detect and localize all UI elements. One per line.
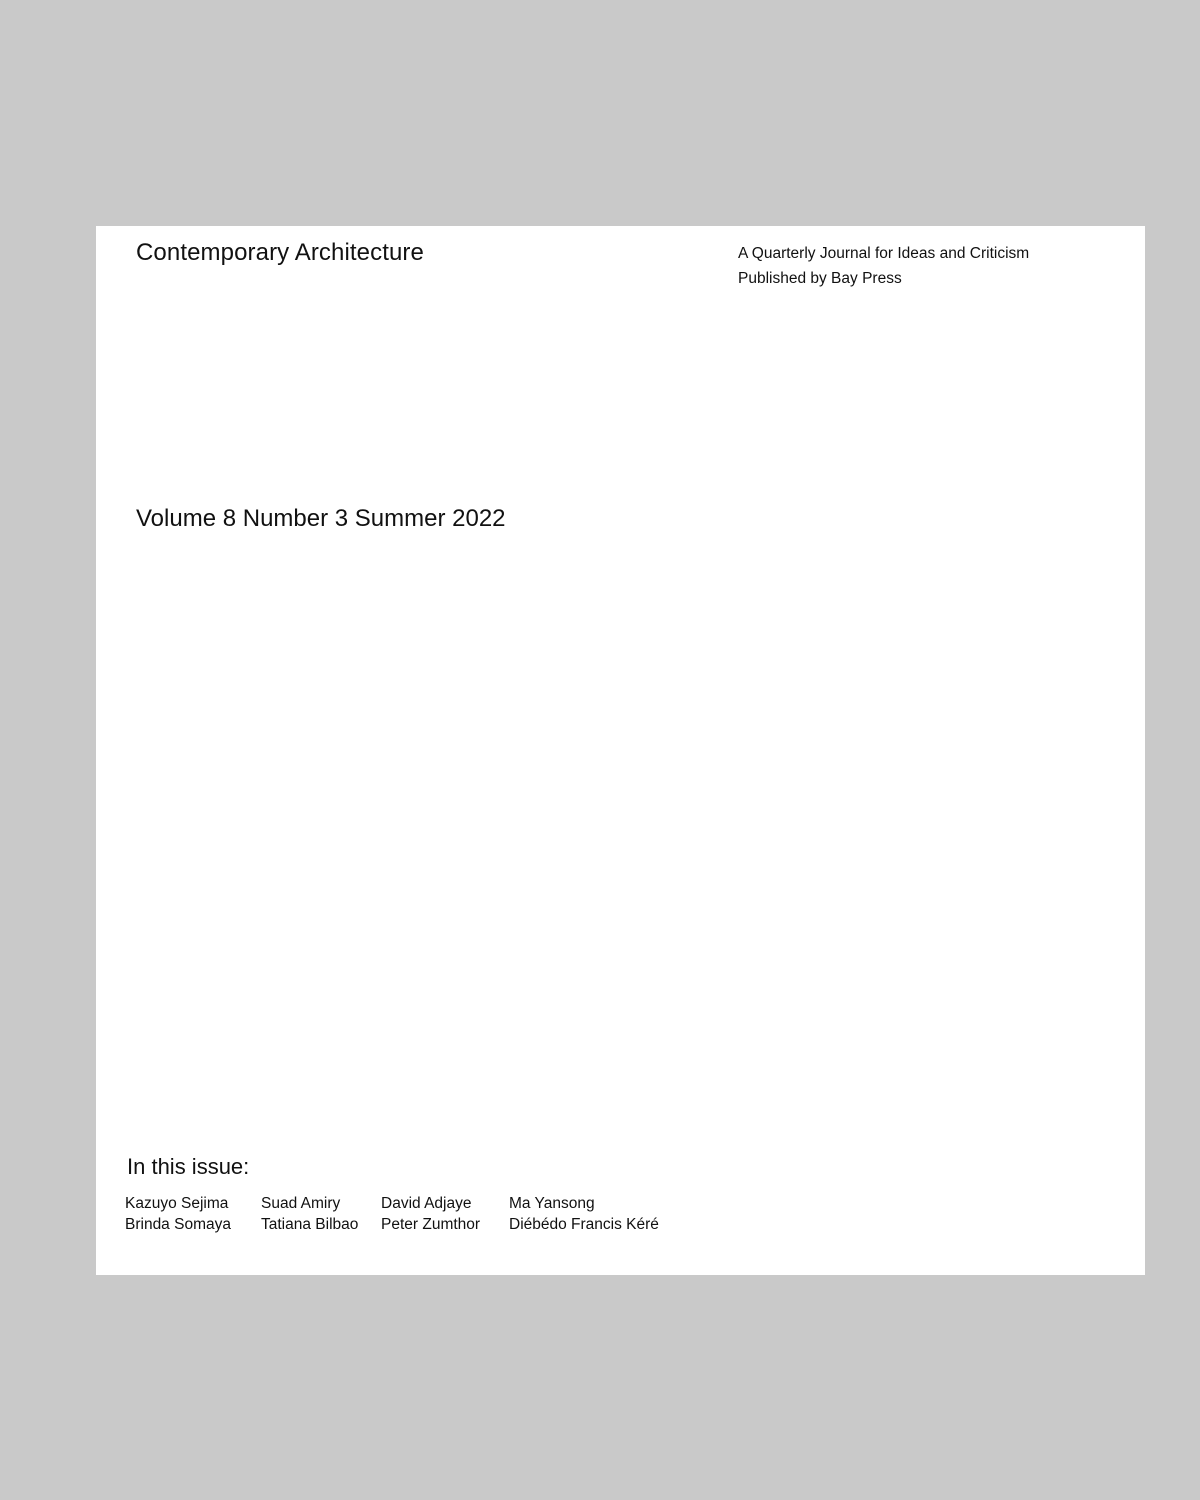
contributor-name: Brinda Somaya <box>125 1216 231 1233</box>
contributor-name: Tatiana Bilbao <box>261 1216 359 1233</box>
tagline-subtitle: A Quarterly Journal for Ideas and Criticism <box>738 245 1030 262</box>
tagline-publisher: Published by Bay Press <box>738 270 902 287</box>
contributor-name: Ma Yansong <box>509 1195 595 1212</box>
journal-cover <box>96 226 1145 1275</box>
issue-info: Volume 8 Number 3 Summer 2022 <box>136 505 506 532</box>
journal-title: Contemporary Architecture <box>136 239 424 266</box>
contributor-name: David Adjaye <box>381 1195 472 1212</box>
tagline <box>738 241 1029 291</box>
contributors-list <box>125 1193 689 1235</box>
contributors-column <box>125 1193 261 1235</box>
contributor-name: Suad Amiry <box>261 1195 341 1212</box>
contributor-name: Kazuyo Sejima <box>125 1195 229 1212</box>
contributors-column <box>509 1193 689 1235</box>
contributors-column <box>381 1193 509 1235</box>
contents-heading: In this issue: <box>127 1154 250 1179</box>
contributor-name: Diébédo Francis Kéré <box>509 1216 659 1233</box>
contributors-column <box>261 1193 381 1235</box>
contributor-name: Peter Zumthor <box>381 1216 481 1233</box>
